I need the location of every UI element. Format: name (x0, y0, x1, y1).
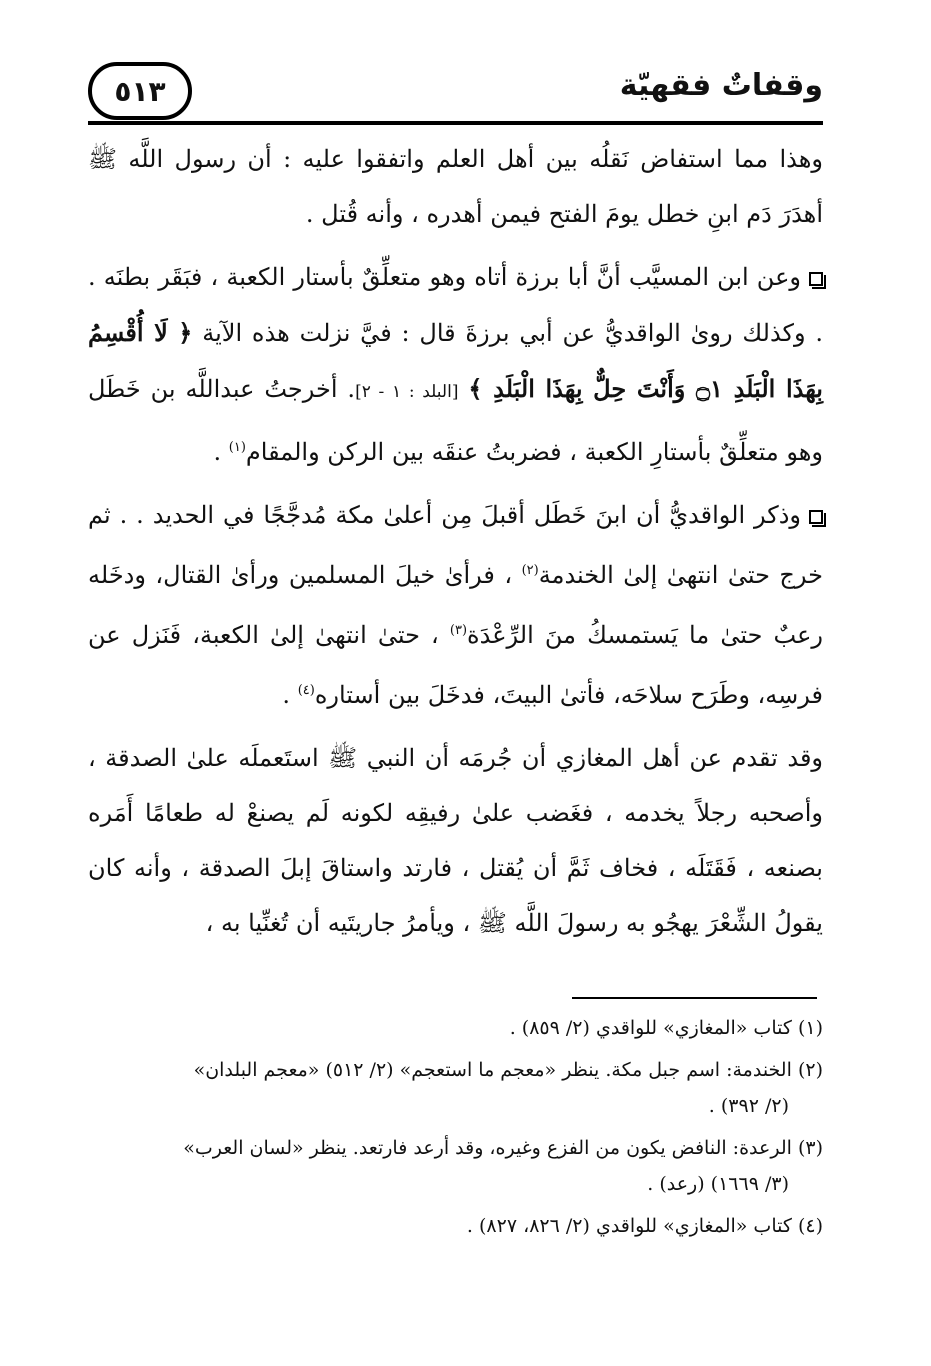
footnote-text: الرعدة: النافض يكون من الفزع وغيره، وقد أرعد فارتعد. ينظر «لسان العرب» (183, 1137, 792, 1159)
footnote-text: كتاب «المغازي» للواقدي (٢/ ٨٢٦، ٨٢٧) . (466, 1215, 792, 1237)
page-header (88, 62, 823, 124)
header-rule (88, 121, 823, 125)
footnote-number: (٤) (797, 1215, 823, 1237)
footnote-text: كتاب «المغازي» للواقدي (٢/ ٨٥٩) . (509, 1017, 792, 1039)
paragraph-1: وهذا مما استفاض نَقلُه بين أهل العلم واتفقوا عليه : أن رسول اللَّه ﷺ أهدَرَ دَم ابنِ خطل يومَ الفتح فيمن أهدره ، وأنه قُتل . (88, 145, 823, 228)
quran-verse: ﴿ لَا أُقْسِمُ بِهَذَا الْبَلَدِ ۝١ وَأَنْتَ حِلٌّ بِهَذَا الْبَلَدِ ﴾ (88, 318, 823, 403)
footnote-continuation: (٢/ ٣٩٢) . (708, 1095, 789, 1117)
paragraph-3-text-b: ، فرأىٰ خيلَ المسلمين ورأىٰ القتال، ودخَله رعبٌ حتىٰ ما يَستمسكُ منَ الرِّعْدَة (88, 561, 823, 649)
running-title: وقفاتٌ فقهيّة (619, 68, 823, 103)
footnote-ref-1[interactable]: (١) (228, 440, 246, 455)
paragraph-4: وقد تقدم عن أهل المغازي أن جُرمَه أن النبي ﷺ استَعملَه علىٰ الصدقة ، وأصحبه رجلاً يخدمه ، فغَضب علىٰ رفيقِه لكونه لَم يصنعْ له طعامًا أَمَره بصنعه ، فَقَتَلَه ، فخاف ثَمَّ أن يُقتل ، فارتد واستاقَ إبلَ الصدقة ، وأنه كان يقولُ الشِّعْرَ يهجُو به رسولَ اللَّه ﷺ ، ويأمرُ جاريتَيه أن تُغنِّيا به ، (88, 744, 824, 937)
paragraph-2-text-b: . أخرجتُ عبداللَّه بن خَطَل وهو متعلِّقٌ بأستارِ الكعبة ، فضربتُ عنقَه بين الركن والمقام (88, 375, 823, 466)
footnote-ref-4[interactable]: (٤) (297, 683, 315, 698)
footnote-2 (88, 1052, 823, 1124)
paragraph-2-text-a: وعن ابن المسيَّب أنَّ أبا برزة أتاه وهو متعلِّقٌ بأستار الكعبة ، فبَقَر بطنَه . . وكذلك روىٰ الواقديُّ عن أبي برزةَ قال : فيَّ نزلت هذه الآية (88, 263, 824, 347)
footnotes (88, 1010, 823, 1250)
square-marker-icon (809, 272, 823, 286)
paragraph-3-end: . (282, 681, 298, 709)
footnote-ref-3[interactable]: (٣) (449, 623, 468, 638)
footnote-1 (88, 1010, 823, 1046)
main-text (88, 132, 823, 951)
footnote-number: (٢) (797, 1059, 823, 1081)
footnote-4 (88, 1208, 823, 1244)
paragraph-3-text-a: وذكر الواقديُّ أن ابنَ خَطَل أقبلَ مِن أعلىٰ مكة مُدجَّجًا في الحديد . . ثم خرج حتىٰ انتهىٰ إلىٰ الخندمة (88, 501, 824, 589)
page-number: ٥١٣ (88, 62, 192, 120)
footnote-text: الخندمة: اسم جبل مكة. ينظر «معجم ما استعجم» (٢/ ٥١٢) «معجم البلدان» (193, 1059, 792, 1081)
footnote-continuation: (٣/ ١٦٦٩) (رعد) . (647, 1173, 789, 1195)
footnote-number: (١) (797, 1017, 823, 1039)
paragraph-3 (88, 488, 823, 723)
verse-citation: [البلد : ١ - ٢] (355, 382, 459, 402)
paragraph-2-end: . (213, 438, 229, 466)
footnote-ref-2[interactable]: (٢) (521, 563, 539, 578)
paragraph-3-text-c: ، حتىٰ انتهىٰ إلىٰ الكعبة، فَنَزل عن فرسِه، وطَرَح سلاحَه، فأتىٰ البيتَ، فدخَلَ بين أستاره (88, 621, 823, 709)
footnote-number: (٣) (797, 1137, 823, 1159)
square-marker-icon (809, 510, 823, 524)
footnote-3 (88, 1130, 823, 1202)
paragraph-2 (88, 250, 823, 480)
footnote-separator (572, 997, 817, 999)
